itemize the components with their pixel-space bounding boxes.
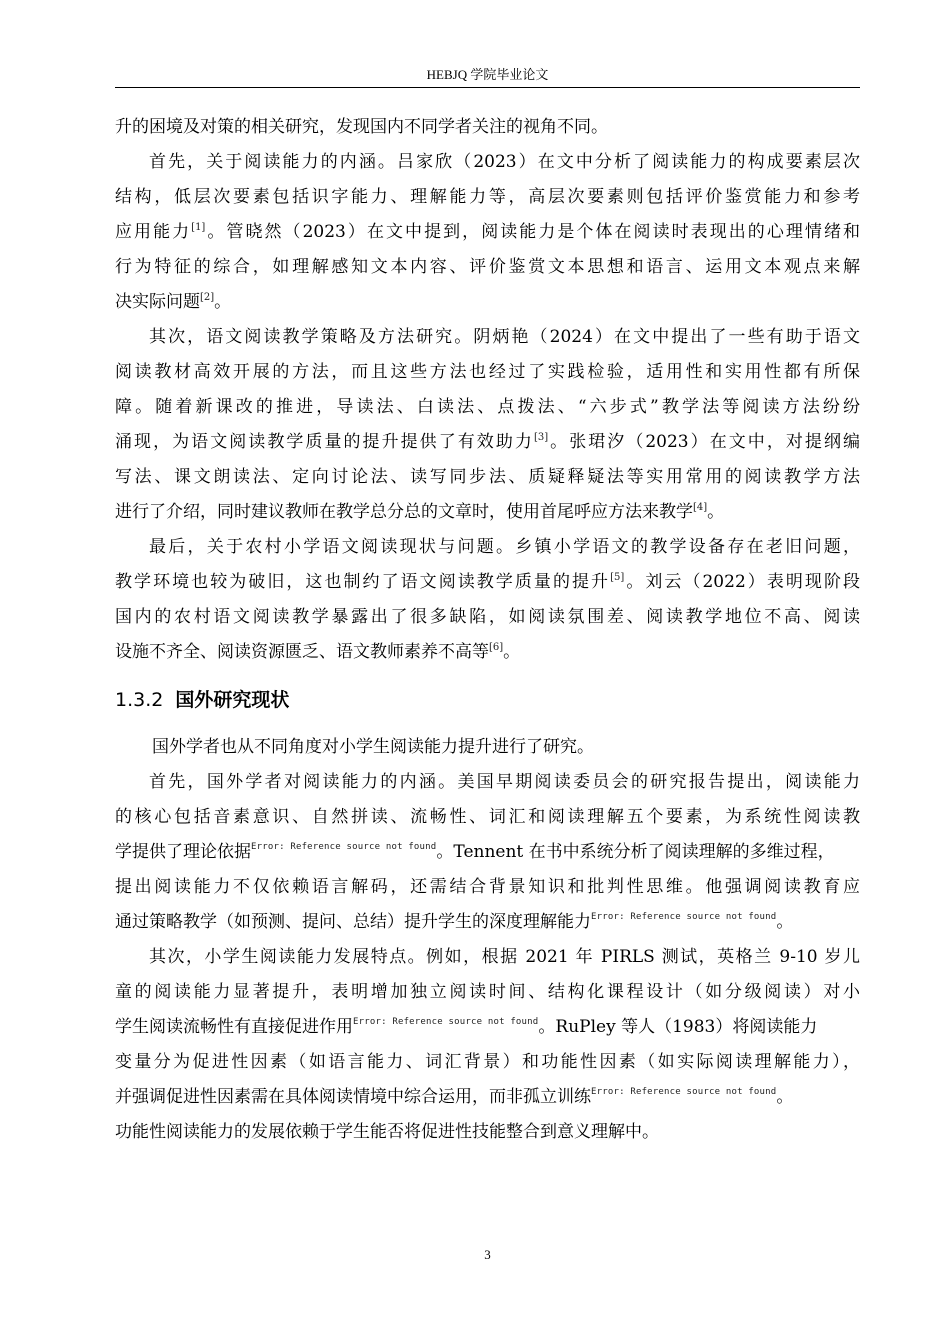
text-line: 国外学者也从不同角度对小学生阅读能力提升进行了研究。 — [152, 737, 594, 757]
text-line — [115, 215, 860, 250]
section-number: 1.3.2 — [115, 689, 164, 711]
text-fragment: 进行了介绍，同时建议教师在教学总分总的文章时，使用首尾呼应方法来教学 — [115, 502, 693, 522]
text-line: 首先，国外学者对阅读能力的内涵。美国早期阅读委员会的研究报告提出，阅读能力 — [149, 772, 860, 792]
citation-marker: [4] — [693, 502, 708, 513]
text-fragment: 学生阅读流畅性有直接促进作用 — [115, 1017, 353, 1037]
text-line: 功能性阅读能力的发展依赖于学生能否将促进性技能整合到意义理解中。 — [115, 1122, 659, 1142]
text-line: 写法、课文朗读法、定向讨论法、读写同步法、质疑释疑法等实用常用的阅读教学方法 — [115, 467, 860, 487]
text-line: 其次，语文阅读教学策略及方法研究。阴炳艳（2024）在文中提出了一些有助于语文 — [149, 327, 860, 347]
text-fragment: 。 — [776, 1087, 794, 1107]
header-rule — [115, 87, 860, 88]
text-fragment: 并强调促进性因素需在具体阅读情境中综合运用，而非孤立训练 — [115, 1087, 591, 1107]
text-fragment: 。刘云（2022）表明现阶段 — [624, 572, 860, 592]
page-body — [115, 110, 860, 1150]
text-line: 国内的农村语文阅读教学暴露出了很多缺陷，如阅读氛围差、阅读教学地位不高、阅读 — [115, 607, 860, 627]
text-fragment: 决实际问题 — [115, 292, 200, 312]
text-fragment: 教学环境也较为破旧，这也制约了语文阅读教学质量的提升 — [115, 572, 611, 592]
text-fragment: 。 — [776, 912, 794, 932]
text-fragment: 。 — [214, 292, 232, 312]
text-line — [115, 635, 860, 670]
text-fragment: 应用能力 — [115, 222, 192, 242]
text-fragment: 。张珺汐（2023）在文中，对提纲编 — [548, 432, 860, 452]
text-line — [115, 835, 860, 870]
citation-error-marker: Error: Reference source not found — [353, 1017, 539, 1027]
text-line: 行为特征的综合，如理解感知文本内容、评价鉴赏文本思想和语言、运用文本观点来解 — [115, 257, 860, 277]
section-title: 国外研究现状 — [175, 689, 290, 711]
text-line — [115, 425, 860, 460]
citation-marker: [3] — [533, 432, 549, 443]
text-line: 阅读教材高效开展的方法，而且这些方法也经过了实践检验，适用性和实用性都有所保 — [115, 362, 860, 382]
text-line: 最后，关于农村小学语文阅读现状与问题。乡镇小学语文的教学设备存在老旧问题， — [149, 537, 860, 557]
text-fragment: 。 — [503, 642, 521, 662]
section-heading — [115, 670, 860, 722]
citation-marker: [2] — [200, 292, 215, 303]
text-line: 首先，关于阅读能力的内涵。吕家欣（2023）在文中分析了阅读能力的构成要素层次 — [149, 152, 860, 172]
text-fragment: 。RuPley 等人（1983）将阅读能力 — [538, 1017, 818, 1037]
citation-error-marker: Error: Reference source not found — [591, 1087, 777, 1097]
text-fragment: 学提供了理论依据 — [115, 842, 251, 862]
text-line: 提出阅读能力不仅依赖语言解码，还需结合背景知识和批判性思维。他强调阅读教育应 — [115, 877, 860, 897]
citation-error-marker: Error: Reference source not found — [591, 912, 777, 922]
text-line — [115, 905, 860, 940]
citation-marker: [6] — [489, 642, 504, 653]
text-line: 童的阅读能力显著提升，表明增加独立阅读时间、结构化课程设计（如分级阅读）对小 — [115, 982, 860, 1002]
text-line: 障。随着新课改的推进，导读法、白读法、点拨法、“六步式”教学法等阅读方法纷纷 — [115, 397, 860, 417]
text-line — [115, 1080, 860, 1115]
page-number: 3 — [484, 1247, 491, 1262]
text-fragment: 。Tennent 在书中系统分析了阅读理解的多维过程， — [436, 842, 835, 862]
citation-error-marker: Error: Reference source not found — [251, 842, 437, 852]
text-line — [115, 495, 860, 530]
citation-marker: [1] — [191, 222, 206, 233]
text-line: 结构，低层次要素包括识字能力、理解能力等，高层次要素则包括评价鉴赏能力和参考 — [115, 187, 860, 207]
text-fragment: 涌现，为语文阅读教学质量的提升提供了有效助力 — [115, 432, 534, 452]
text-fragment: 。管晓然（2023）在文中提到，阅读能力是个体在阅读时表现出的心理情绪和 — [205, 222, 860, 242]
text-line: 升的困境及对策的相关研究，发现国内不同学者关注的视角不同。 — [115, 117, 608, 137]
text-line — [115, 565, 860, 600]
citation-marker: [5] — [610, 572, 625, 583]
text-line: 变量分为促进性因素（如语言能力、词汇背景）和功能性因素（如实际阅读理解能力）， — [115, 1052, 860, 1072]
text-fragment: 设施不齐全、阅读资源匮乏、语文教师素养不高等 — [115, 642, 489, 662]
text-line — [115, 1010, 860, 1045]
text-fragment: 。 — [707, 502, 725, 522]
text-line: 的核心包括音素意识、自然拼读、流畅性、词汇和阅读理解五个要素，为系统性阅读教 — [115, 807, 860, 827]
text-line — [115, 285, 860, 320]
text-fragment: 通过策略教学（如预测、提问、总结）提升学生的深度理解能力 — [115, 912, 591, 932]
running-header: HEBJQ 学院毕业论文 — [426, 67, 549, 82]
text-line: 其次，小学生阅读能力发展特点。例如，根据 2021 年 PIRLS 测试，英格兰 9-10 岁儿 — [149, 947, 860, 967]
